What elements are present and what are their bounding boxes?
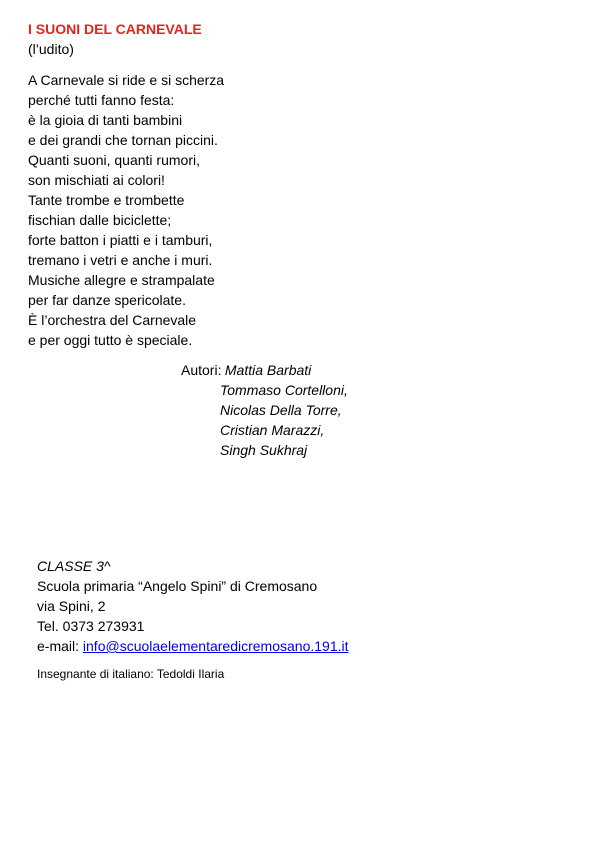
poem-title: I SUONI DEL CARNEVALE [28, 21, 202, 37]
email-label: e-mail: [37, 638, 83, 654]
poem-line: Quanti suoni, quanti rumori, [28, 152, 200, 168]
poem-line: A Carnevale si ride e si scherza [28, 72, 225, 88]
authors-row [181, 400, 348, 420]
author-name: Nicolas Della Torre, [220, 402, 342, 418]
poem-line: è la gioia di tanti bambini [28, 112, 183, 128]
poem-body [28, 70, 224, 350]
poem-line: e per oggi tutto è speciale. [28, 332, 193, 348]
poem-line: son mischiati ai colori! [28, 172, 165, 188]
authors-label: Autori: [181, 362, 222, 378]
authors-row [181, 440, 348, 460]
poem-line: forte batton i piatti e i tamburi, [28, 232, 213, 248]
school-phone: Tel. 0373 273931 [37, 618, 145, 634]
teacher-note: Insegnante di italiano: Tedoldi Ilaria [37, 667, 225, 681]
poem-line: e dei grandi che tornan piccini. [28, 132, 218, 148]
author-name: Tommaso Cortelloni, [220, 382, 348, 398]
class-label: CLASSE 3^ [37, 558, 111, 574]
author-name: Cristian Marazzi, [220, 422, 325, 438]
school-email-row [37, 636, 349, 656]
poem-line: perché tutti fanno festa: [28, 92, 175, 108]
author-name: Mattia Barbati [224, 362, 312, 378]
poem-line: È l’orchestra del Carnevale [28, 312, 197, 328]
poem-subtitle: (l’udito) [28, 41, 74, 57]
authors-row [181, 380, 348, 400]
school-address: via Spini, 2 [37, 598, 106, 614]
author-name: Singh Sukhraj [220, 442, 308, 458]
poem-line: tremano i vetri e anche i muri. [28, 252, 213, 268]
poem-line: fischian dalle biciclette; [28, 212, 172, 228]
authors-block [181, 360, 348, 460]
poem-line: Musiche allegre e strampalate [28, 272, 215, 288]
authors-row [181, 420, 348, 440]
email-link[interactable]: info@scuolaelementaredicremosano.191.it [82, 638, 349, 654]
poem-line: per far danze spericolate. [28, 292, 186, 308]
school-name: Scuola primaria “Angelo Spini” di Cremosano [37, 578, 318, 594]
poem-line: Tante trombe e trombette [28, 192, 185, 208]
authors-row [181, 360, 348, 380]
school-info [37, 556, 349, 656]
